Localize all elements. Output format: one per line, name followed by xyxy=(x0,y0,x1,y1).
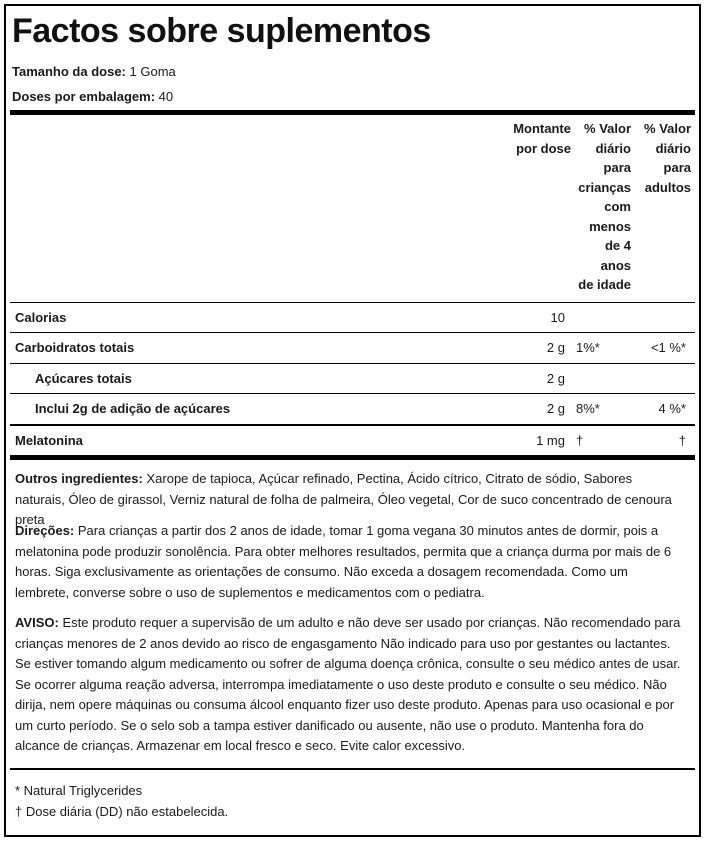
serving-size xyxy=(12,64,176,79)
row-added-sugars-dv-children: 8%* xyxy=(576,401,600,416)
servings-per-container-value: 40 xyxy=(158,89,174,104)
servings-per-container-label: Doses por embalagem: xyxy=(12,89,156,104)
directions xyxy=(15,521,685,603)
row-added-sugars-amount: 2 g xyxy=(546,401,565,416)
warning-text: Este produto requer a supervisão de um adulto e não deve ser usado por crianças. Não recomendado para crianças menores de 2 anos devido ao risco de engasgamento Não indicado para uso por gestantes ou lactantes. Se estiver tomando algum medicamento ou sofrer de alguma doença crônica, consulte o seu médico antes de usar. Se ocorrer alguma reação adversa, interrompa imediatamente o uso deste produto e consulte o seu médico. Não dirija, nem opere máquinas ou consuma álcool enquanto fizer uso deste produto. Apenas para uso ocasional e por um curto período. Se o selo sob a tampa estiver danificado ou ausente, não use o produto. Mantenha fora do alcance de crianças. Armazenar em local fresco e seco. Evite calor excessivo. xyxy=(15,615,681,753)
amount-per-serving-header: Montante por dose xyxy=(513,121,571,156)
row-melatonin-dv-adults: † xyxy=(678,433,686,448)
directions-text: Para crianças a partir dos 2 anos de idade, tomar 1 goma vegana 30 minutos antes de dormir, pois a melatonina pode produzir sonolência. Para obter melhores resultados, permita que a criança durma por mais de 6 horas. Siga exclusivamente as orientações de consumo. Não exceda a dosagem recomendada. Como um lembrete, converse sobre o uso de suplementos e medicamentos com o pediatra. xyxy=(15,523,672,600)
dv-adults-header: % Valor diário para adultos xyxy=(644,121,691,195)
header-divider xyxy=(10,110,695,115)
row-total-carbs-amount: 2 g xyxy=(546,340,565,355)
row-divider xyxy=(10,302,695,303)
row-total-carbs-label: Carboidratos totais xyxy=(15,340,135,355)
footnote-dv-not-established: † Dose diária (DD) não estabelecida. xyxy=(15,804,229,819)
table-bottom-divider xyxy=(10,455,695,460)
row-melatonin-dv-children: † xyxy=(576,433,584,448)
row-calories-label: Calorias xyxy=(15,310,67,325)
row-melatonin-label: Melatonina xyxy=(15,433,83,448)
footnote-natural-triglycerides: * Natural Triglycerides xyxy=(15,783,143,798)
row-total-carbs-dv-children: 1%* xyxy=(576,340,600,355)
row-added-sugars-dv-adults: 4 %* xyxy=(658,401,686,416)
row-divider xyxy=(10,393,695,394)
row-divider xyxy=(10,332,695,333)
row-calories-amount: 10 xyxy=(550,310,565,325)
row-divider xyxy=(10,363,695,364)
serving-size-label: Tamanho da dose: xyxy=(12,64,126,79)
row-total-sugars-label: Açúcares totais xyxy=(35,371,132,386)
row-divider xyxy=(10,424,695,426)
directions-label: Direções: xyxy=(15,523,75,538)
row-added-sugars-label: Inclui 2g de adição de açúcares xyxy=(35,401,231,416)
panel-title: Factos sobre suplementos xyxy=(12,12,431,50)
row-total-carbs-dv-adults: <1 %* xyxy=(650,340,686,355)
footnote-divider xyxy=(10,768,695,770)
row-total-sugars-amount: 2 g xyxy=(546,371,565,386)
other-ingredients-text: Xarope de tapioca, Açúcar refinado, Pectina, Ácido cítrico, Citrato de sódio, Sabores naturais, Óleo de girassol, Verniz natural de folha de palmeira, Óleo vegetal, Cor de suco concentrado de cenoura preta xyxy=(15,471,672,527)
dv-children-header: % Valor diário para crianças com menos de 4 anos de idade xyxy=(578,121,631,292)
other-ingredients-label: Outros ingredientes: xyxy=(15,471,143,486)
row-melatonin-amount: 1 mg xyxy=(536,433,565,448)
servings-per-container xyxy=(12,89,173,104)
warning-label: AVISO: xyxy=(15,615,59,630)
serving-size-value: 1 Goma xyxy=(129,64,176,79)
warning xyxy=(15,613,685,757)
